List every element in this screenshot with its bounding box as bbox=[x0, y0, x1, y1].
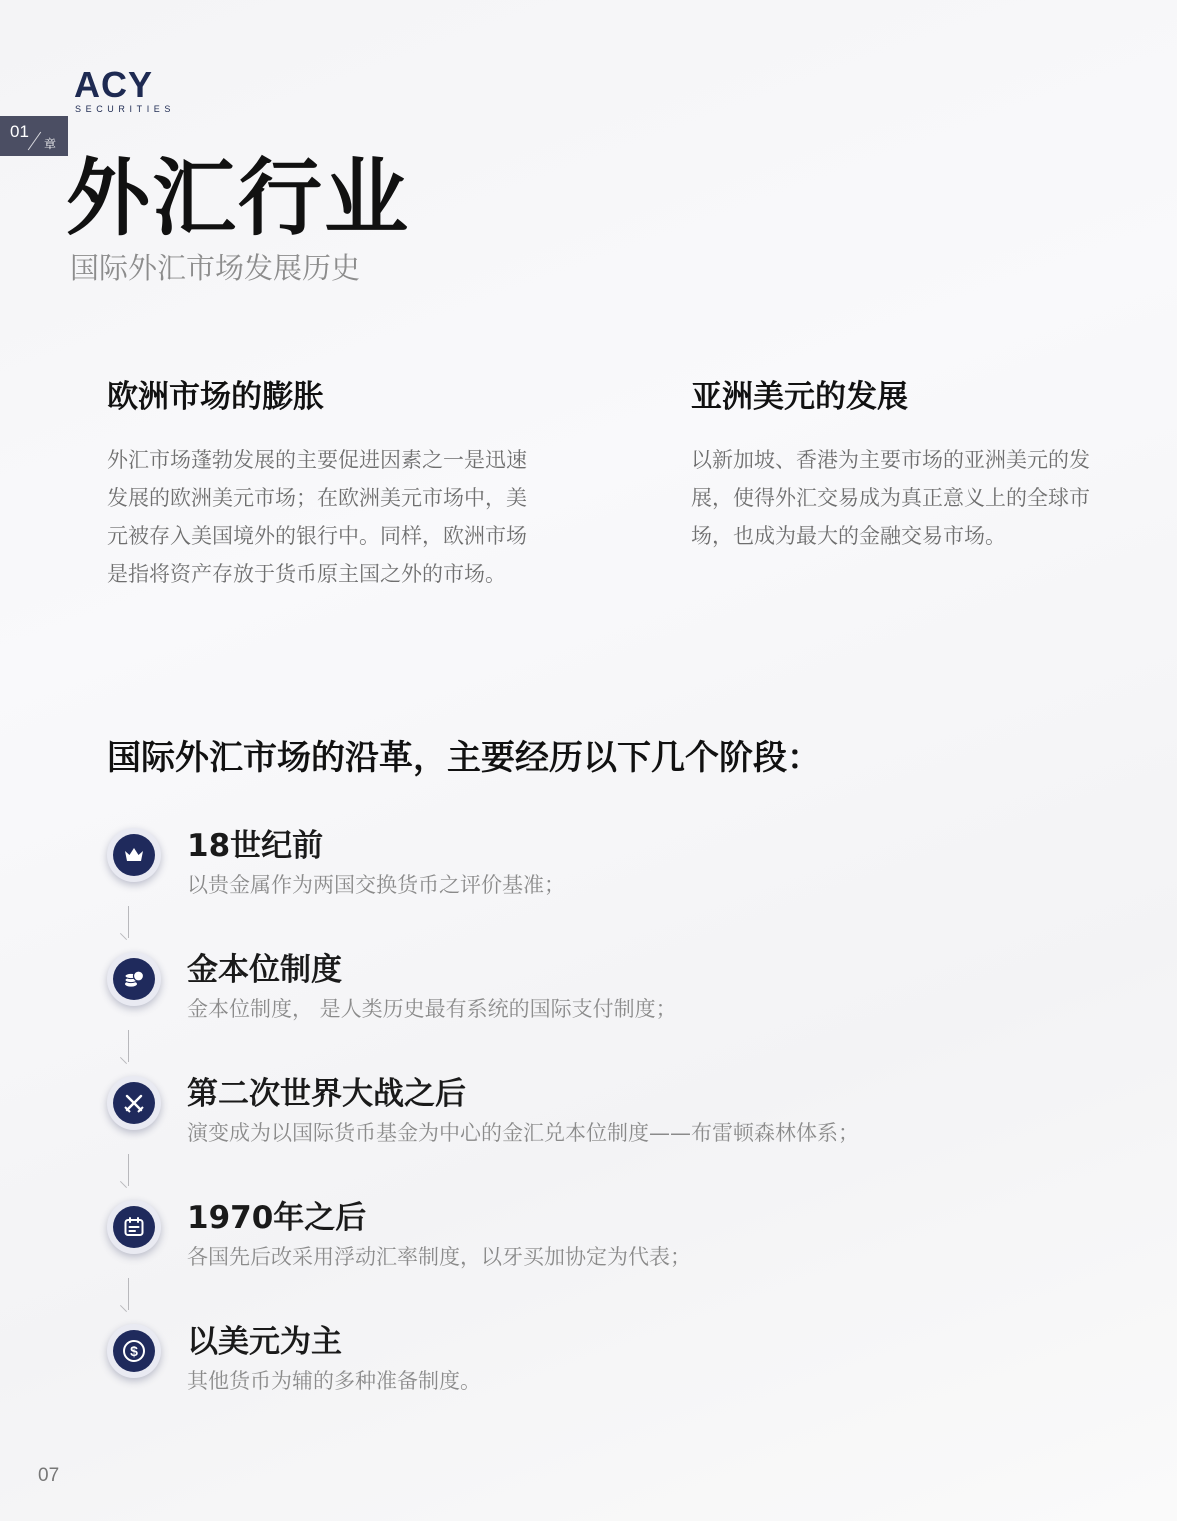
stage-icon-badge bbox=[107, 1076, 161, 1130]
stage-title: 第二次世界大战之后 bbox=[187, 1076, 466, 1112]
dollar-icon bbox=[122, 1339, 146, 1363]
stage-description: 演变成为以国际货币基金为中心的金汇兑本位制度——布雷顿森林体系； bbox=[187, 1121, 859, 1145]
stage-icon-badge bbox=[107, 952, 161, 1006]
stage-item bbox=[107, 950, 1107, 1040]
stage-connector bbox=[120, 1278, 136, 1312]
crossed-swords-icon bbox=[122, 1091, 146, 1115]
stage-title: 1970年之后 bbox=[187, 1200, 367, 1236]
stage-item bbox=[107, 1198, 1107, 1288]
logo-subtext: SECURITIES bbox=[75, 104, 176, 114]
stage-description: 以贵金属作为两国交换货币之评价基准； bbox=[187, 873, 565, 897]
coins-icon bbox=[122, 967, 146, 991]
stage-item bbox=[107, 1322, 1107, 1412]
page-title: 外汇行业 bbox=[66, 149, 411, 247]
chapter-label: 章 bbox=[44, 137, 57, 151]
stages-heading: 国际外汇市场的沿革，主要经历以下几个阶段： bbox=[107, 738, 821, 778]
stage-title: 18世纪前 bbox=[187, 828, 324, 864]
stage-icon-badge bbox=[107, 1200, 161, 1254]
stage-item bbox=[107, 826, 1107, 916]
section-body-europe: 外汇市场蓬勃发展的主要促进因素之一是迅速发展的欧洲美元市场；在欧洲美元市场中，美元被存入美国境外的银行中。同样，欧洲市场是指将资产存放于货币原主国之外的市场。 bbox=[107, 448, 527, 586]
logo-wordmark: ACY bbox=[74, 64, 154, 105]
stage-description: 金本位制度， 是人类历史最有系统的国际支付制度； bbox=[187, 997, 677, 1021]
stage-icon-badge bbox=[107, 1324, 161, 1378]
crown-icon bbox=[122, 843, 146, 867]
stage-description: 其他货币为辅的多种准备制度。 bbox=[187, 1369, 481, 1393]
stage-title: 金本位制度 bbox=[187, 952, 342, 988]
section-title-asia: 亚洲美元的发展 bbox=[691, 379, 908, 415]
calendar-icon bbox=[122, 1215, 146, 1239]
stage-item bbox=[107, 1074, 1107, 1164]
stage-connector bbox=[120, 1030, 136, 1064]
stage-icon-badge bbox=[107, 828, 161, 882]
page-number: 07 bbox=[38, 1465, 60, 1486]
stage-title: 以美元为主 bbox=[187, 1324, 342, 1360]
stage-description: 各国先后改采用浮动汇率制度，以牙买加协定为代表； bbox=[187, 1245, 691, 1269]
section-body-asia: 以新加坡、香港为主要市场的亚洲美元的发展，使得外汇交易成为真正意义上的全球市场，也成为最大的金融交易市场。 bbox=[691, 448, 1090, 548]
chapter-tab bbox=[0, 116, 68, 156]
chapter-number: 01 bbox=[10, 122, 29, 141]
stage-connector bbox=[120, 1154, 136, 1188]
page-subtitle: 国际外汇市场发展历史 bbox=[70, 251, 361, 285]
chapter-divider bbox=[28, 132, 41, 151]
acy-securities-logo bbox=[74, 66, 184, 118]
svg-text:$: $ bbox=[130, 1342, 138, 1359]
section-title-europe: 欧洲市场的膨胀 bbox=[107, 379, 324, 415]
stage-connector bbox=[120, 906, 136, 940]
